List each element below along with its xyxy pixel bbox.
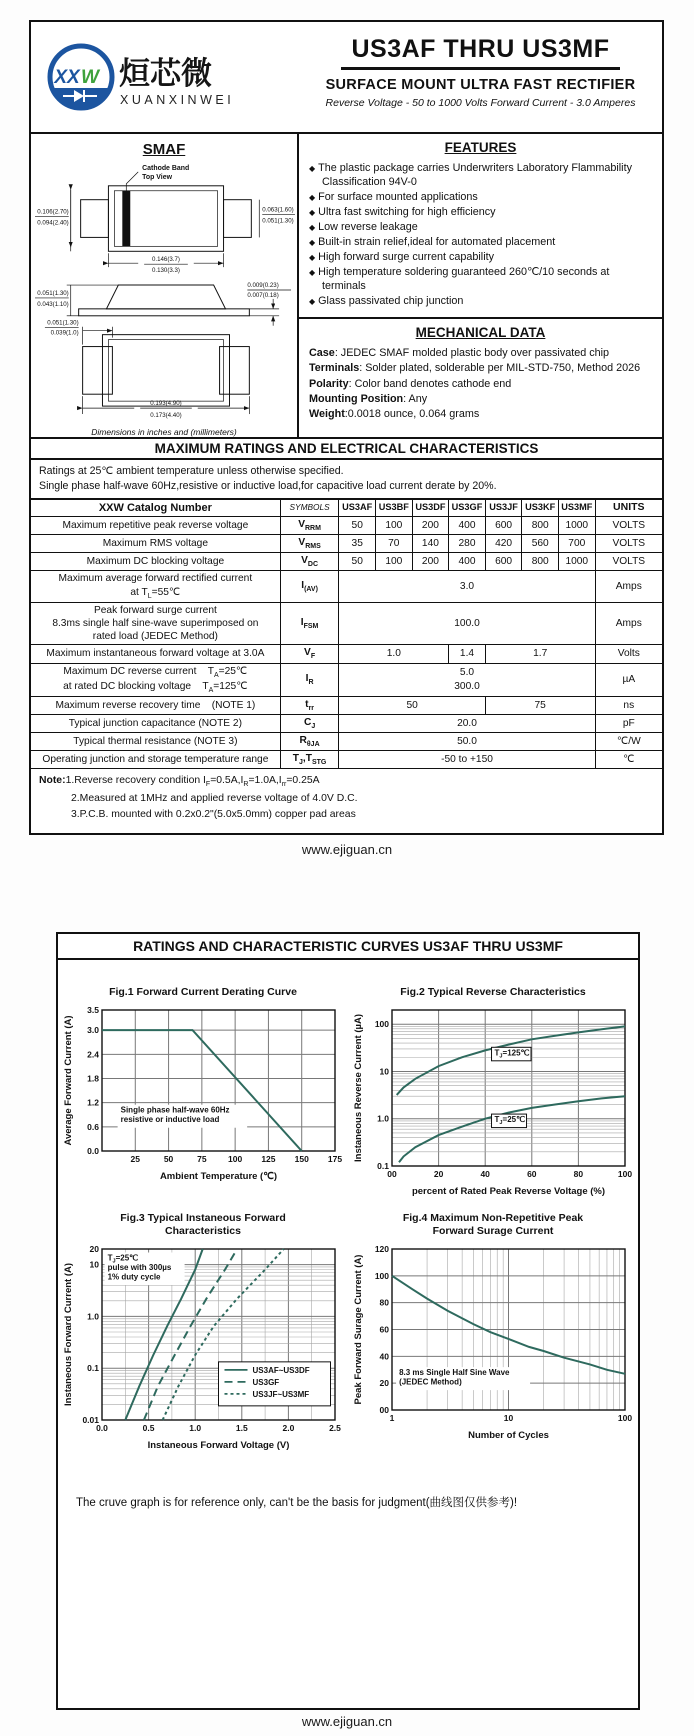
- dim-pad-offset-mm: 0.039(1.0): [50, 329, 79, 337]
- row-value: 1000: [558, 516, 595, 534]
- svg-text:100: 100: [374, 1270, 389, 1281]
- svg-text:150: 150: [294, 1153, 309, 1164]
- row-value: 800: [522, 553, 559, 571]
- svg-text:1.5: 1.5: [235, 1422, 248, 1433]
- svg-text:00: 00: [379, 1404, 389, 1415]
- svg-text:50: 50: [163, 1153, 174, 1164]
- table-row: [31, 751, 662, 769]
- y-axis-label: Instaneous Forward Current (A): [63, 1262, 74, 1406]
- row-value: 200: [412, 516, 449, 534]
- svg-text:75: 75: [197, 1153, 207, 1164]
- feature-item: [309, 294, 652, 308]
- row-value: 35: [339, 535, 376, 553]
- table-row: [31, 571, 662, 602]
- fig2-reverse-chart: [352, 1003, 634, 1198]
- svg-text:10: 10: [89, 1259, 99, 1270]
- row-label: Peak forward surge current 8.3ms single half sine-wave superimposed on rated load (JEDEC Method): [31, 602, 280, 645]
- mechanical-data-section: [299, 319, 662, 437]
- x-axis-label: Instaneous Forward Voltage (V): [147, 1439, 290, 1451]
- row-label: Operating junction and storage temperature range: [31, 751, 280, 769]
- row-symbol: $V_{RMS}$: [280, 535, 339, 553]
- note-line-1: [39, 773, 654, 791]
- feature-text: For surface mounted applications: [318, 191, 478, 204]
- svg-text:20: 20: [379, 1378, 389, 1389]
- mech-mounting: Mounting Position: Any: [309, 392, 428, 405]
- svg-text:120: 120: [374, 1243, 389, 1254]
- svg-text:TJ=125℃: $T_J=125℃$: [494, 1047, 530, 1059]
- fig4-block: [348, 1212, 638, 1452]
- feature-item: [309, 265, 652, 293]
- units-header: UNITS: [595, 499, 662, 516]
- website-url: www.ejiguan.cn: [301, 1714, 393, 1729]
- device-header: US3AF: [339, 499, 376, 516]
- symbols-header: SYMBOLS: [280, 499, 339, 516]
- row-unit: µA: [595, 663, 662, 696]
- upper-content: [31, 134, 662, 437]
- row-symbol: $T_J,T_{STG}$: [280, 751, 339, 769]
- row-unit: Amps: [595, 602, 662, 645]
- svg-text:1.2: 1.2: [87, 1097, 99, 1108]
- row-label: Maximum DC reverse current $T_A=25℃$ at rated DC blocking voltage $T_A=125℃$: [31, 663, 280, 696]
- row-value: 3.0: [339, 571, 595, 602]
- package-name: SMAF: [142, 141, 186, 158]
- features-title: FEATURES: [444, 140, 517, 155]
- row-value: 600: [485, 516, 522, 534]
- feature-text: The plastic package carries Underwriters Laboratory Flammability Classification 94V-0: [318, 162, 632, 189]
- svg-text:25: 25: [130, 1153, 141, 1164]
- brand-name-cn: 烜芯微: [119, 56, 212, 91]
- diamond-bullet-icon: ◆: [309, 193, 316, 203]
- svg-text:US3GF: US3GF: [252, 1377, 280, 1387]
- table-header-row: [31, 499, 662, 516]
- x-axis-label: Ambient Temperature (℃): [159, 1170, 278, 1182]
- svg-text:3.0: 3.0: [87, 1024, 99, 1035]
- row-label: Maximum instantaneous forward voltage at 3.0A: [31, 645, 280, 663]
- table-row: [31, 516, 662, 534]
- ratings-intro-line2: Single phase half-wave 60Hz,resistive or inductive load,for capacitive load current derate by 20%.: [39, 479, 497, 492]
- row-unit: ℃: [595, 751, 662, 769]
- row-value: 5.0 300.0: [339, 663, 595, 696]
- logo-monogram-w: W: [81, 67, 99, 88]
- svg-text:US3JF~US3MF: US3JF~US3MF: [252, 1389, 310, 1399]
- svg-text:1.8: 1.8: [87, 1073, 99, 1084]
- row-unit: ns: [595, 696, 662, 714]
- svg-text:20: 20: [433, 1168, 444, 1179]
- x-axis-label: percent of Rated Peak Reverse Voltage (%): [411, 1185, 606, 1197]
- svg-text:1.0: 1.0: [189, 1422, 202, 1433]
- svg-text:3.5: 3.5: [87, 1004, 99, 1015]
- svg-text:1: 1: [389, 1412, 395, 1423]
- feature-item: [309, 235, 652, 249]
- row-value: 1.7: [485, 645, 595, 663]
- feature-item: [309, 205, 652, 219]
- website-url: www.ejiguan.cn: [301, 842, 393, 857]
- row-value: 50.0: [339, 733, 595, 751]
- table-row: [31, 602, 662, 645]
- row-symbol: $I_{(AV)}$: [280, 571, 339, 602]
- x-axis-label: Number of Cycles: [468, 1429, 549, 1441]
- row-value: 700: [558, 535, 595, 553]
- svg-text:60: 60: [379, 1324, 389, 1335]
- svg-text:2.5: 2.5: [329, 1422, 341, 1433]
- dim-side-height-mm: 0.043(1.10): [37, 300, 69, 308]
- catalog-header: XXW Catalog Number: [31, 499, 280, 516]
- feature-item: [309, 161, 652, 189]
- svg-text:0.5: 0.5: [142, 1422, 155, 1433]
- fig4-surge-chart: [352, 1242, 634, 1442]
- svg-text:2.4: 2.4: [87, 1048, 99, 1059]
- row-unit: VOLTS: [595, 516, 662, 534]
- svg-text:US3AF~US3DF: US3AF~US3DF: [252, 1365, 310, 1375]
- mech-weight: Weight:0.0018 ounce, 0.064 grams: [309, 407, 480, 420]
- notes-section: [31, 769, 662, 827]
- row-symbol: $V_{RRM}$: [280, 516, 339, 534]
- mech-terminals: Terminals: Solder plated, solderable per MIL-STD-750, Method 2026: [309, 362, 641, 375]
- mech-case: Case: JEDEC SMAF molded plastic body over passivated chip: [309, 347, 610, 360]
- row-unit: ℃/W: [595, 733, 662, 751]
- feature-text: Ultra fast switching for high efficiency: [318, 206, 496, 219]
- mech-polarity: Polarity: Color band denotes cathode end: [309, 377, 512, 390]
- features-section: [299, 134, 662, 319]
- svg-text:125: 125: [261, 1153, 276, 1164]
- dim-pad-offset-inch: 0.051(1.30): [47, 319, 79, 327]
- plot-border: [392, 1010, 625, 1166]
- table-row: [31, 535, 662, 553]
- svg-text:40: 40: [379, 1351, 389, 1362]
- svg-text:0.0: 0.0: [96, 1422, 108, 1433]
- top-view-label: Top View: [142, 173, 172, 181]
- feature-item: [309, 190, 652, 204]
- row-value: 1000: [558, 553, 595, 571]
- table-row: [31, 714, 662, 732]
- row-label: Maximum DC blocking voltage: [31, 553, 280, 571]
- row-unit: Amps: [595, 571, 662, 602]
- svg-text:80: 80: [573, 1168, 584, 1179]
- row-label: Typical thermal resistance (NOTE 3): [31, 733, 280, 751]
- row-label: Typical junction capacitance (NOTE 2): [31, 714, 280, 732]
- package-outline-drawing: [31, 160, 297, 420]
- row-value: -50 to +150: [339, 751, 595, 769]
- dim-lead-thickness-inch: 0.009(0.23): [247, 282, 279, 290]
- diamond-bullet-icon: ◆: [309, 253, 316, 263]
- table-row: [31, 553, 662, 571]
- row-value: 560: [522, 535, 559, 553]
- table-row: [31, 663, 662, 696]
- svg-text:TJ=25℃: $T_J=25℃$: [494, 1114, 526, 1126]
- fig1-block: [58, 986, 348, 1198]
- row-value: 800: [522, 516, 559, 534]
- ratings-tagline: Reverse Voltage - 50 to 1000 Volts Forward Current - 3.0 Amperes: [325, 97, 636, 109]
- device-header: US3KF: [522, 499, 559, 516]
- dim-side-height-inch: 0.051(1.30): [37, 289, 69, 297]
- feature-text: High temperature soldering guaranteed 260℃/10 seconds at terminals: [318, 266, 610, 293]
- row-unit: pF: [595, 714, 662, 732]
- row-value: 1.4: [449, 645, 486, 663]
- svg-text:Single phase half-wave 60Hz: Single phase half-wave 60Hz: [120, 1105, 230, 1115]
- y-axis-label: Instaneous Reverse Current (µA): [353, 1013, 364, 1162]
- row-symbol: $V_F$: [280, 645, 339, 663]
- svg-text:100: 100: [617, 1168, 633, 1179]
- svg-text:00: 00: [387, 1168, 397, 1179]
- diamond-bullet-icon: ◆: [309, 223, 316, 233]
- note-line-3: 3.P.C.B. mounted with 0.2x0.2"(5.0x5.0mm) copper pad areas: [71, 809, 356, 821]
- features-list: [309, 161, 652, 308]
- fig3-forward-chart: [62, 1242, 344, 1452]
- svg-text:100: 100: [228, 1153, 243, 1164]
- feature-text: Glass passivated chip junction: [318, 295, 464, 308]
- feature-text: High forward surge current capability: [318, 251, 494, 264]
- feature-text: Low reverse leakage: [318, 221, 418, 234]
- fig3-title: Fig.3 Typical Instaneous Forward Characteristics: [120, 1211, 286, 1238]
- diamond-bullet-icon: ◆: [309, 238, 316, 248]
- dim-body-height-inch: 0.106(2.70): [37, 208, 69, 216]
- datasheet-page-1: [29, 20, 664, 835]
- row-value: 20.0: [339, 714, 595, 732]
- logo-monogram-xx: XX: [54, 67, 80, 88]
- ratings-section-title: MAXIMUM RATINGS AND ELECTRICAL CHARACTERISTICS: [31, 437, 662, 460]
- dim-total-width-inch: 0.193(4.90): [150, 400, 182, 408]
- feature-text: Built-in strain relief,ideal for automated placement: [318, 236, 556, 249]
- svg-text:100: 100: [374, 1018, 389, 1029]
- device-header: US3GF: [449, 499, 486, 516]
- row-value: 400: [449, 516, 486, 534]
- row-label: Maximum average forward rectified current at $T_L=55℃$: [31, 571, 280, 602]
- svg-text:pulse with 300µs: pulse with 300µs: [107, 1262, 172, 1272]
- row-unit: VOLTS: [595, 535, 662, 553]
- curves-page-title: RATINGS AND CHARACTERISTIC CURVES US3AF THRU US3MF: [58, 934, 638, 960]
- svg-text:175: 175: [327, 1153, 343, 1164]
- plot-border: [102, 1010, 335, 1151]
- fig1-title: Fig.1 Forward Current Derating Curve: [109, 986, 297, 998]
- part-number-title: US3AF THRU US3MF: [341, 35, 619, 70]
- row-value: 100: [376, 516, 413, 534]
- note-line-2: 2.Measured at 1MHz and applied reverse voltage of 4.0V D.C.: [71, 793, 358, 805]
- device-header: US3DF: [412, 499, 449, 516]
- row-value: 100.0: [339, 602, 595, 645]
- svg-text:20: 20: [89, 1243, 99, 1254]
- cathode-band: [122, 191, 130, 247]
- svg-text:0.0: 0.0: [87, 1145, 99, 1156]
- svg-text:80: 80: [379, 1297, 389, 1308]
- package-top-view: [35, 165, 295, 274]
- svg-text:0.01: 0.01: [82, 1414, 99, 1425]
- svg-text:0.1: 0.1: [87, 1363, 99, 1374]
- logo-band: [52, 88, 110, 108]
- row-value: 100: [376, 553, 413, 571]
- row-value: 140: [412, 535, 449, 553]
- row-unit: Volts: [595, 645, 662, 663]
- logo-graphic: [43, 38, 293, 116]
- fig4-title: Fig.4 Maximum Non-Repetitive Peak Forward Surage Current: [402, 1211, 584, 1238]
- package-bottom-view: [45, 320, 249, 419]
- svg-text:10: 10: [379, 1066, 389, 1077]
- row-value: 70: [376, 535, 413, 553]
- svg-text:100: 100: [617, 1412, 633, 1423]
- brand-logo: [31, 22, 299, 132]
- svg-text:1% duty cycle: 1% duty cycle: [107, 1272, 161, 1282]
- svg-text:resistive or inductive load: resistive or inductive load: [120, 1114, 220, 1124]
- diamond-bullet-icon: ◆: [309, 208, 316, 218]
- dim-body-width-inch: 0.146(3.7): [151, 256, 180, 264]
- row-value: 50: [339, 553, 376, 571]
- mechanical-data-title: MECHANICAL DATA: [415, 325, 546, 341]
- svg-text:8.3 ms Single Half Sine Wave: 8.3 ms Single Half Sine Wave: [399, 1368, 510, 1378]
- diamond-bullet-icon: ◆: [309, 164, 316, 173]
- note-text: 1.Reverse recovery condition $I_F=0.5A,I_R=1.0A,I_{rr}=0.25A$: [65, 775, 320, 789]
- disclaimer-text: The cruve graph is for reference only, can't be the basis for judgment(曲线图仅供参考)!: [76, 1496, 518, 1509]
- row-value: 1.0: [339, 645, 449, 663]
- ratings-table: [31, 499, 662, 770]
- ratings-intro-line1: Ratings at 25℃ ambient temperature unless otherwise specified.: [39, 465, 344, 477]
- row-symbol: $V_{DC}$: [280, 553, 339, 571]
- diamond-bullet-icon: ◆: [309, 297, 316, 307]
- dim-lead-height-inch: 0.063(1.60): [262, 206, 294, 214]
- table-row: [31, 733, 662, 751]
- note-lead: Note:: [39, 775, 66, 787]
- product-subtitle: SURFACE MOUNT ULTRA FAST RECTIFIER: [325, 77, 636, 93]
- row-value: 200: [412, 553, 449, 571]
- datasheet-page-2: [56, 932, 640, 1710]
- row-unit: VOLTS: [595, 553, 662, 571]
- brand-name-en: XUANXINWEI: [120, 93, 235, 107]
- row-symbol: $I_{FSM}$: [280, 602, 339, 645]
- device-header: US3MF: [558, 499, 595, 516]
- row-symbol: $R_{\theta JA}$: [280, 733, 339, 751]
- row-symbol: $I_R$: [280, 663, 339, 696]
- ratings-table-body: [31, 499, 662, 769]
- svg-text:40: 40: [480, 1168, 490, 1179]
- diamond-bullet-icon: ◆: [309, 268, 316, 278]
- feature-item: [309, 220, 652, 234]
- svg-text:TJ=25℃: $T_J=25℃$: [107, 1253, 139, 1265]
- row-label: Maximum RMS voltage: [31, 535, 280, 553]
- row-value: 420: [485, 535, 522, 553]
- row-value: 600: [485, 553, 522, 571]
- row-value: 400: [449, 553, 486, 571]
- dim-lead-thickness-mm: 0.007(0.18): [247, 291, 279, 299]
- row-label: Maximum repetitive peak reverse voltage: [31, 516, 280, 534]
- row-value: 50: [339, 516, 376, 534]
- row-value: 280: [449, 535, 486, 553]
- title-block: [299, 22, 662, 132]
- y-axis-label: Average Forward Current (A): [63, 1015, 74, 1146]
- row-value: 50: [339, 696, 485, 714]
- row-symbol: $C_J$: [280, 714, 339, 732]
- row-value: 75: [485, 696, 595, 714]
- svg-text:10: 10: [503, 1412, 514, 1423]
- row-symbol: $t_{rr}$: [280, 696, 339, 714]
- cathode-band-label: Cathode Band: [142, 164, 190, 172]
- features-mech-panel: [299, 134, 662, 437]
- fig1-derating-chart: [62, 1003, 344, 1183]
- device-header: US3BF: [376, 499, 413, 516]
- row-label: Maximum reverse recovery time (NOTE 1): [31, 696, 280, 714]
- table-row: [31, 645, 662, 663]
- dim-body-width-mm: 0.130(3.3): [151, 267, 180, 275]
- table-row: [31, 696, 662, 714]
- svg-text:1.0: 1.0: [87, 1311, 99, 1322]
- dim-lead-height-mm: 0.051(1.30): [262, 217, 294, 225]
- fig3-block: [58, 1212, 348, 1452]
- svg-text:(JEDEC Method): (JEDEC Method): [399, 1377, 462, 1387]
- package-drawing-panel: [31, 134, 299, 437]
- device-header: US3JF: [485, 499, 522, 516]
- feature-item: [309, 250, 652, 264]
- svg-text:0.1: 0.1: [377, 1160, 389, 1171]
- svg-text:1.0: 1.0: [377, 1113, 389, 1124]
- ratings-intro: [31, 460, 662, 499]
- fig2-block: [348, 986, 638, 1198]
- dimensions-caption: Dimensions in inches and (millimeters): [91, 427, 237, 437]
- svg-text:0.6: 0.6: [87, 1121, 99, 1132]
- header: [31, 22, 662, 134]
- svg-text:60: 60: [527, 1168, 537, 1179]
- dim-total-width-mm: 0.173(4.40): [150, 412, 182, 420]
- dim-body-height-mm: 0.094(2.40): [37, 219, 69, 227]
- fig2-title: Fig.2 Typical Reverse Characteristics: [400, 986, 586, 998]
- charts-grid: [58, 986, 638, 1452]
- svg-text:2.0: 2.0: [282, 1422, 295, 1433]
- y-axis-label: Peak Forward Surage Current (A): [353, 1254, 364, 1405]
